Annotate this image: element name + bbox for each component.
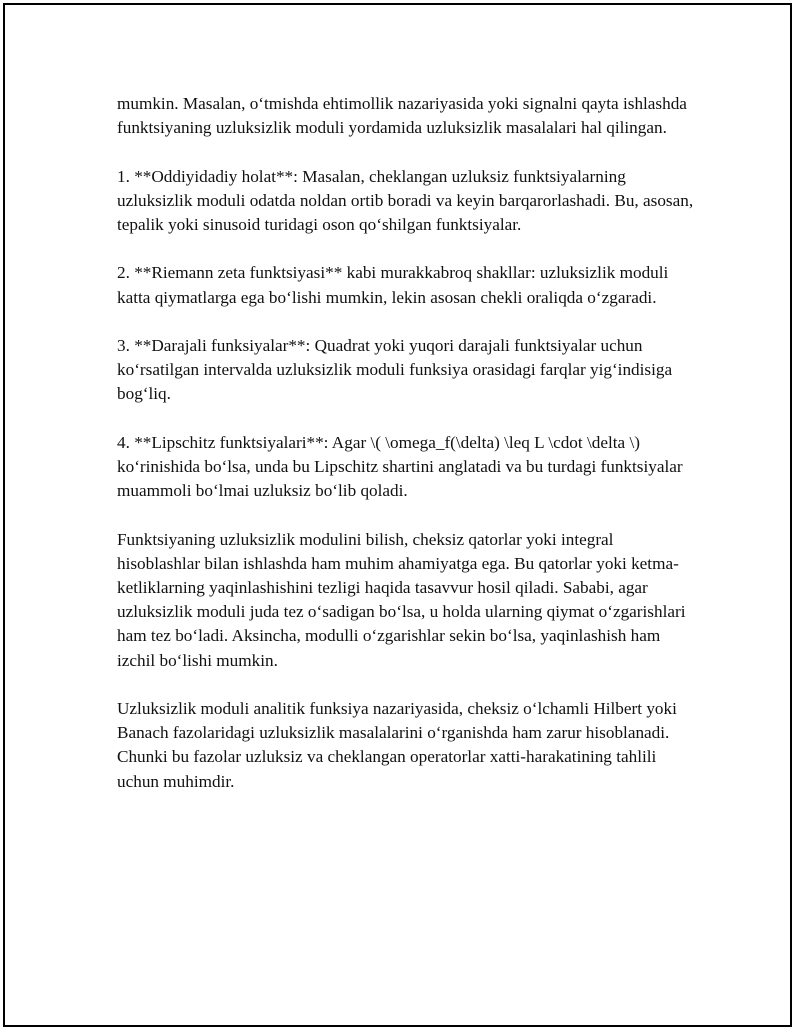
paragraph-series-convergence: Funktsiyaning uzluksizlik modulini bilish, cheksiz qatorlar yoki integral hisoblashlar bilan ishlashda ham muhim ahamiyatga ega. Bu qatorlar yoki ketma-ketliklarning yaqinlashishini tezligi haqida tasavvur hosil qiladi. Sababi, agar uzluksizlik moduli juda tez o‘sadigan bo‘lsa, u holda ularning qiymat o‘zgarishlari ham tez bo‘ladi. Aksincha, modulli o‘zgarishlar sekin bo‘lsa, yaqinlashish ham izchil bo‘lishi mumkin. [117,529,686,670]
list-item-riemann-zeta: 2. **Riemann zeta funktsiyasi** kabi murakkabroq shakllar: uzluksizlik moduli katta qiymatlarga ega bo‘lishi mumkin, lekin asosan chekli oraliqda o‘zgaradi. [117,263,669,307]
document-body [117,92,697,794]
list-item-simple-case: 1. **Oddiyidadiy holat**: Masalan, cheklangan uzluksiz funktsiyalarning uzluksizlik moduli odatda noldan ortib boradi va keyin barqarorlashadi. Bu, asosan, tepalik yoki sinusoid turidagi oson qo‘shilgan funktsiyalar. [117,166,694,234]
list-item-power-functions: 3. **Darajali funksiyalar**: Quadrat yoki yuqori darajali funktsiyalar uchun ko‘rsatilgan intervalda uzluksizlik moduli funksiya orasidagi farqlar yig‘indisiga bog‘liq. [117,335,673,404]
paragraph-functional-analysis: Uzluksizlik moduli analitik funksiya nazariyasida, cheksiz o‘lchamli Hilbert yoki Banach fazolaridagi uzluksizlik masalalarini o‘rganishda ham zarur hisoblanadi. Chunki bu fazolar uzluksiz va cheklangan operatorlar xatti-harakatining tahlili uchun muhimdir. [117,698,677,791]
list-item-lipschitz: 4. **Lipschitz funktsiyalari**: Agar \( \omega_f(\delta) \leq L \cdot \delta \) ko‘rinishida bo‘lsa, unda bu Lipschitz shartini anglatadi va bu turdagi funktsiyalar muammoli bo‘lmai uzluksiz bo‘lib qoladi. [117,432,683,501]
paragraph-intro-continuation: mumkin. Masalan, o‘tmishda ehtimollik nazariyasida yoki signalni qayta ishlashda funktsiyaning uzluksizlik moduli yordamida uzluksizlik masalalari hal qilingan. [117,94,687,138]
